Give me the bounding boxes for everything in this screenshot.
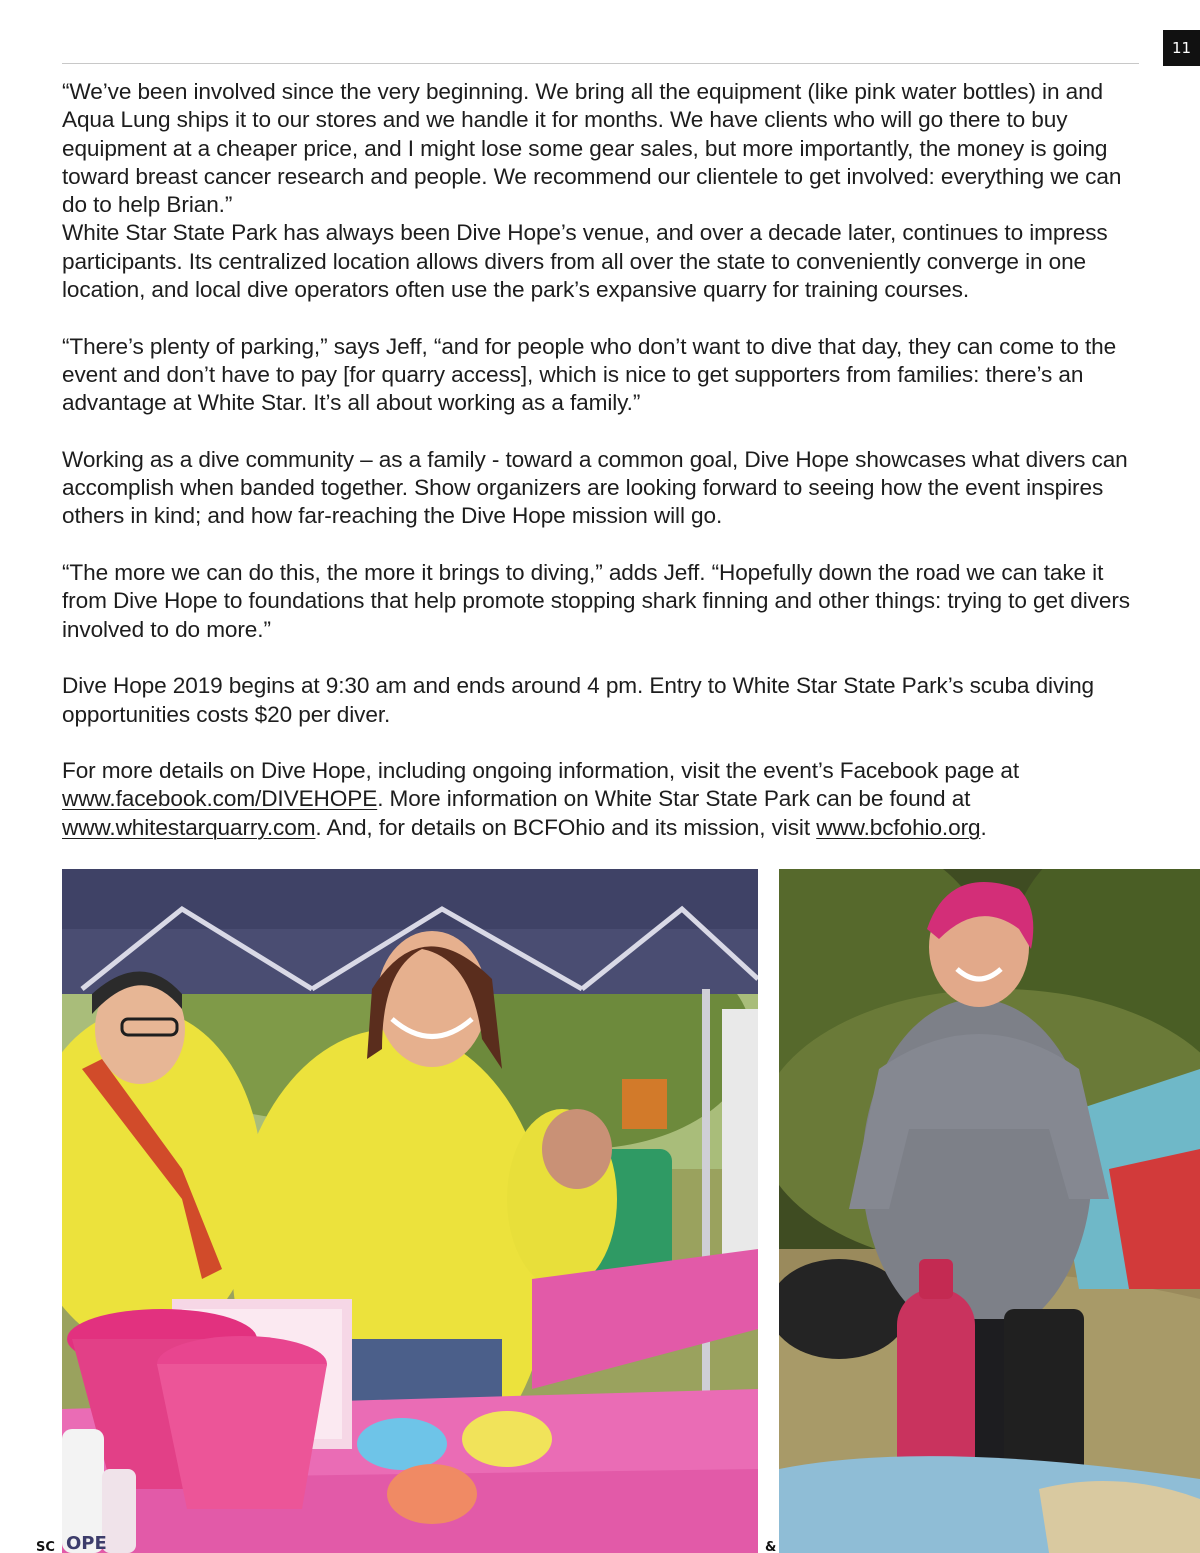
article-body [62,78,1147,870]
volunteers-illustration [62,869,758,1553]
bottle-label: OPE [66,1533,107,1553]
paragraph-more-diving-quote: “The more we can do this, the more it brings to diving,” adds Jeff. “Hopefully down the road we can take it from Dive Hope to foundations that help promote stopping shark finning and other things: trying to get divers involved to do more.” [62,560,1130,642]
details-end: . [980,814,987,840]
diver-illustration [779,869,1200,1553]
details-intro: For more details on Dive Hope, including ongoing information, visit the event’s Facebook page at [62,758,1020,784]
footer-right-text: & [765,1540,777,1553]
top-divider [62,63,1139,64]
details-mid: . More information on White Star State Park can be found at [377,786,971,812]
paragraph-parking-quote: “There’s plenty of parking,” says Jeff, “and for people who don’t want to dive that day, they can come to the event and don’t have to pay [for quarry access], which is nice to get supporters from families: there’s an advantage at White Star. It’s all about working as a family.” [62,333,1117,416]
photo-diver-tank [779,869,1200,1553]
paragraph-quote-involvement: “We’ve been involved since the very beginning. We bring all the equipment (like pink water bottles) in and Aqua Lung ships it to our stores and we handle it for months. We have clients who will go there to buy equipment at a cheaper price, and I might lose some gear sales, but more importantly, the money is going toward breast cancer research and people. We recommend our clientele to get involved: everything we can do to help Brian.” [62,79,1122,218]
photo-volunteers-tent [62,869,758,1553]
quarry-link[interactable]: www.whitestarquarry.com [62,814,316,840]
page-number: 11 [1163,30,1200,66]
paragraph-details [62,757,1147,842]
paragraph-schedule: Dive Hope 2019 begins at 9:30 am and ends around 4 pm. Entry to White Star State Park’s scuba diving opportunities costs $20 per diver. [62,673,1095,727]
paragraph-community: Working as a dive community – as a family - toward a common goal, Dive Hope showcases what divers can accomplish when banded together. Show organizers are looking forward to seeing how the event inspires others in kind; and how far-reaching the Dive Hope mission will go. [62,446,1128,529]
bcfohio-link[interactable]: www.bcfohio.org [816,814,981,840]
footer-left-text: SC [36,1540,55,1553]
details-mid2: . And, for details on BCFOhio and its mission, visit [315,814,817,840]
paragraph-venue: White Star State Park has always been Dive Hope’s venue, and over a decade later, continues to impress participants. Its centralized location allows divers from all over the state to conveniently converge in one location, and local dive operators often use the park’s expansive quarry for training courses. [62,220,1108,303]
facebook-link[interactable]: www.facebook.com/DIVEHOPE [62,786,378,812]
